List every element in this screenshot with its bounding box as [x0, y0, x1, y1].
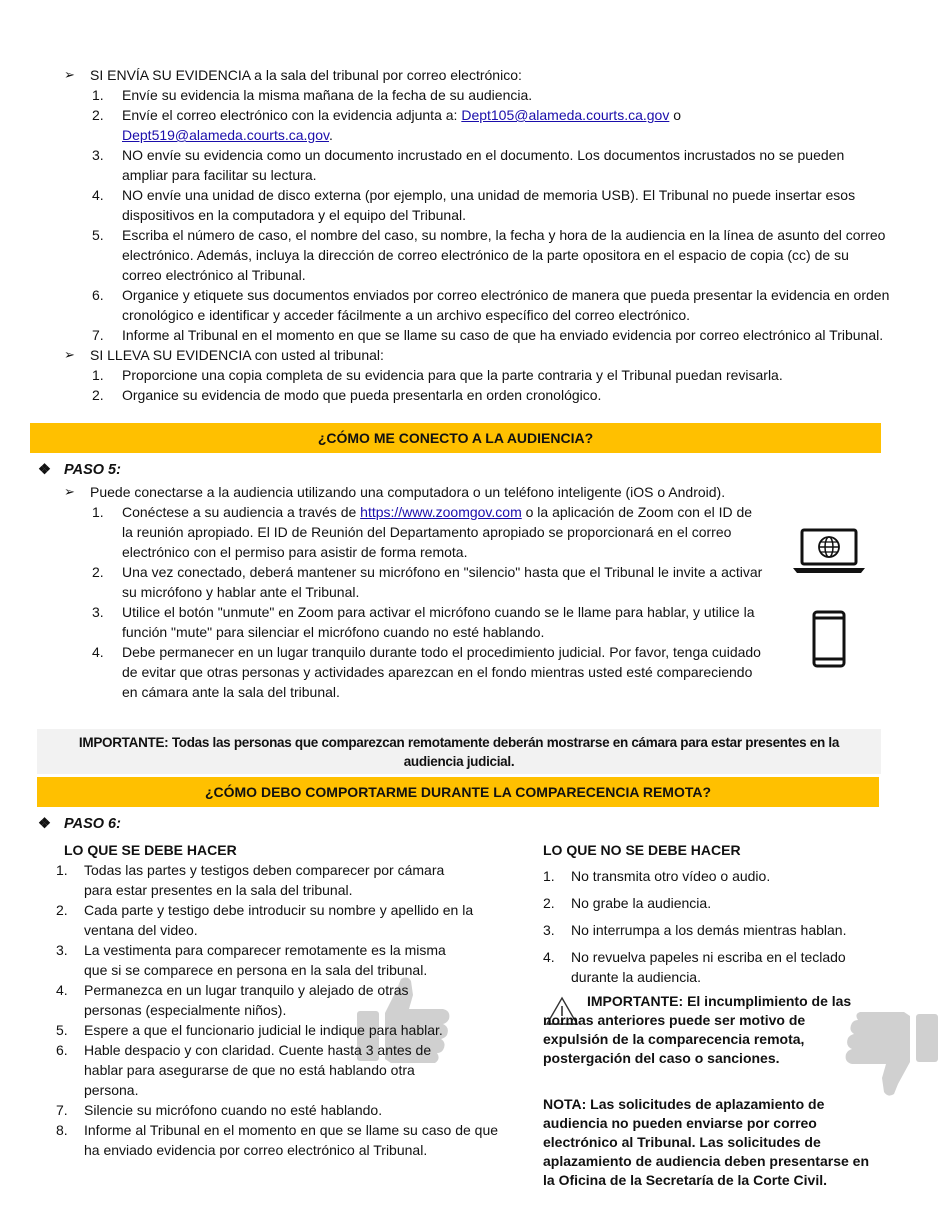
list-item: 2. No grabe la audiencia. — [543, 895, 712, 911]
list-item: 5. Espere a que el funcionario judicial le indique para hablar. — [56, 1022, 443, 1038]
step-5-label: ❖ PASO 5: — [38, 462, 121, 478]
email-evidence-list — [92, 85, 890, 345]
list-item: 3. Utilice el botón "unmute" en Zoom para activar el micrófono cuando se le llame para hablar, y utilice la función "mute" para silenciar el micrófono cuando no esté hablando. — [92, 604, 755, 640]
list-item: 4. Debe permanecer en un lugar tranquilo durante todo el procedimiento judicial. Por favor, tenga cuidado de evitar que otras personas y actividades aparezcan en el fondo mientras usted esté compareciendo en cámara ante la sala del tribunal. — [92, 644, 761, 700]
list-item: 1. Todas las partes y testigos deben comparecer por cámara para estar presentes en la sala del tribunal. — [56, 862, 445, 898]
step-5-list — [92, 502, 764, 702]
warning-notice: IMPORTANTE: El incumplimiento de las normas anteriores puede ser motivo de expulsión de la comparecencia remota, postergación del caso o sanciones. — [543, 993, 852, 1066]
bring-evidence-heading: ➢ SI LLEVA SU EVIDENCIA con usted al tribunal: — [64, 347, 384, 363]
do-heading: LO QUE SE DEBE HACER — [64, 842, 237, 858]
list-item: 6. Organice y etiquete sus documentos enviados por correo electrónico de manera que pueda presentar la evidencia en orden cronológico e identificar y acceder fácilmente a un archivo específico del correo electrónico. — [92, 287, 890, 323]
list-item: 8. Informe al Tribunal en el momento en que se llame su caso de que ha enviado evidencia por correo electrónico al Tribunal. — [56, 1122, 499, 1158]
important-camera-notice: IMPORTANTE: Todas las personas que comparezcan remotamente deberán mostrarse en cámara para estar presentes en la audiencia judicial. — [37, 729, 881, 774]
list-item: 7. Silencie su micrófono cuando no esté hablando. — [56, 1102, 383, 1118]
do-column — [56, 840, 502, 1160]
step-5-intro: ➢ Puede conectarse a la audiencia utilizando una computadora o un teléfono inteligente (iOS o Android). — [64, 484, 726, 500]
list-item: 1. Envíe su evidencia la misma mañana de la fecha de su audiencia. — [92, 87, 533, 103]
laptop-icon — [791, 527, 867, 575]
postponement-note: NOTA: Las solicitudes de aplazamiento de audiencia no pueden enviarse por correo electrónico al Tribunal. Las solicitudes de aplazamiento de audiencia deben presentarse en la Oficina de la Secretaría de la Corte Civil. — [543, 1096, 869, 1188]
list-item: 7. Informe al Tribunal en el momento en que se llame su caso de que ha enviado evidencia por correo electrónico al Tribunal. — [92, 327, 884, 343]
list-item: 3. La vestimenta para comparecer remotamente es la misma que si se comparece en persona en la sala del tribunal. — [56, 942, 446, 978]
list-item: 2. Una vez conectado, deberá mantener su micrófono en "silencio" hasta que el Tribunal le invite a activar su micrófono y hablar ante el Tribunal. — [92, 564, 763, 600]
list-item: 5. Escriba el número de caso, el nombre del caso, su nombre, la fecha y hora de la audiencia en la línea de asunto del correo electrónico. Además, incluya la dirección de correo electrónico de la parte opositora en el espacio de copia (cc) de su correo electrónico al Tribunal. — [92, 227, 886, 283]
diamond-bullet-icon: ❖ — [38, 462, 51, 478]
dont-list — [543, 866, 873, 987]
dont-heading: LO QUE NO SE DEBE HACER — [543, 842, 741, 858]
do-list — [56, 860, 502, 1160]
arrow-bullet-icon: ➢ — [64, 67, 75, 82]
list-item: 1. Conéctese a su audiencia a través de https://www.zoomgov.com o la aplicación de Zoom con el ID de la reunión apropiado. El ID de Reunión del Departamento apropiado se proporcionará en el correo electrónico con el permiso para asistir de forma remota. — [92, 504, 753, 560]
dont-column — [543, 840, 873, 994]
list-item: 2. Organice su evidencia de modo que pueda presentarla en orden cronológico. — [92, 387, 602, 403]
list-item: 3. NO envíe su evidencia como un documento incrustado en el documento. Los documentos incrustados no se pueden ampliar para facilitar su lectura. — [92, 147, 845, 183]
list-item: 4. No revuelva papeles ni escriba en el teclado durante la audiencia. — [543, 949, 846, 985]
section-banner-connect: ¿CÓMO ME CONECTO A LA AUDIENCIA? — [30, 423, 881, 453]
list-item: 1. Proporcione una copia completa de su evidencia para que la parte contraria y el Tribunal puedan revisarla. — [92, 367, 783, 383]
list-item: 6. Hable despacio y con claridad. Cuente hasta 3 antes de hablar para asegurarse de que no está hablando otra persona. — [56, 1042, 432, 1098]
list-item: 1. No transmita otro vídeo o audio. — [543, 868, 771, 884]
email-evidence-heading: ➢ SI ENVÍA SU EVIDENCIA a la sala del tribunal por correo electrónico: — [64, 67, 522, 83]
email-link-dept519[interactable]: Dept519@alameda.courts.ca.gov — [122, 127, 329, 143]
diamond-bullet-icon: ❖ — [38, 816, 51, 832]
arrow-bullet-icon: ➢ — [64, 347, 75, 362]
list-item: 3. No interrumpa a los demás mientras hablan. — [543, 922, 847, 938]
email-link-dept105[interactable]: Dept105@alameda.courts.ca.gov — [461, 107, 670, 123]
list-item: 4. Permanezca en un lugar tranquilo y alejado de otras personas (especialmente niños). — [56, 982, 409, 1018]
step-5-content — [64, 482, 784, 702]
step-6-label: ❖ PASO 6: — [38, 816, 121, 832]
email-evidence-section — [64, 65, 890, 405]
bring-evidence-list — [92, 365, 890, 405]
list-item: 4. NO envíe una unidad de disco externa (por ejemplo, una unidad de memoria USB). El Tribunal no puede insertar esos dispositivos en la computadora y el equipo del Tribunal. — [92, 187, 856, 223]
list-item: 2. Envíe el correo electrónico con la evidencia adjunta a: Dept105@alameda.courts.ca.gov o Dept519@alameda.courts.ca.gov. — [92, 107, 682, 143]
arrow-bullet-icon: ➢ — [64, 484, 75, 499]
zoomgov-link[interactable]: https://www.zoomgov.com — [360, 504, 522, 520]
section-banner-conduct: ¿CÓMO DEBO COMPORTARME DURANTE LA COMPARECENCIA REMOTA? — [37, 777, 879, 807]
list-item: 2. Cada parte y testigo debe introducir su nombre y apellido en la ventana del video. — [56, 902, 474, 938]
smartphone-icon — [812, 610, 846, 668]
